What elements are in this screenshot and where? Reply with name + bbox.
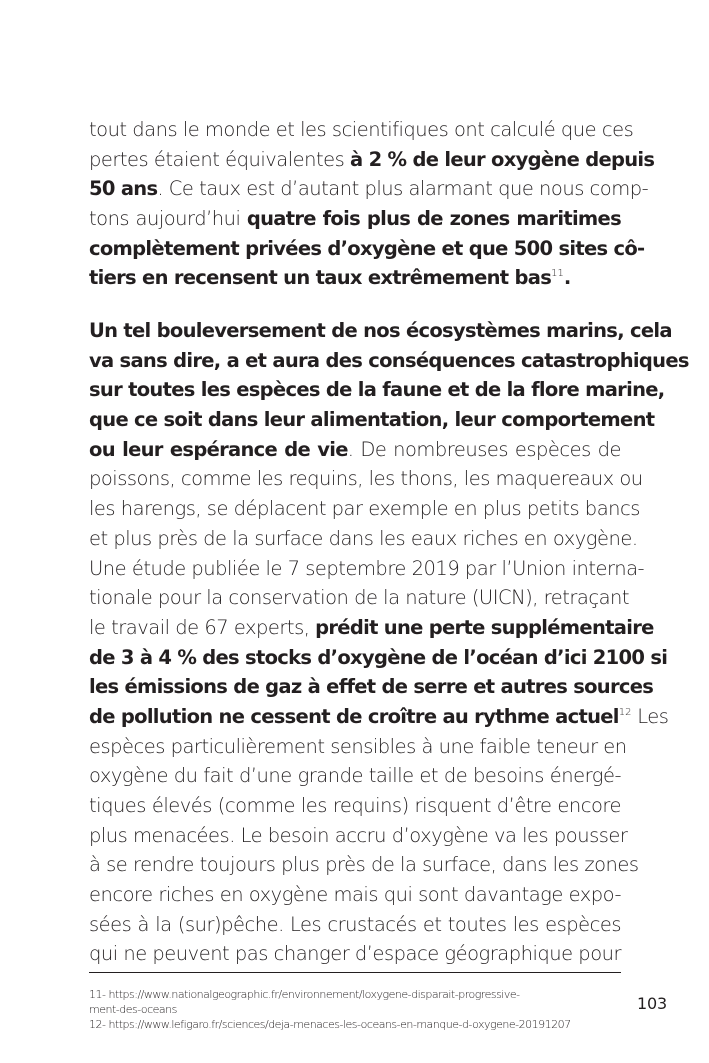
body-text: et plus près de la surface dans les eaux riches en oxygène.	[89, 526, 638, 550]
bold-text: Un tel bouleversement de nos écosystèmes marins, cela	[89, 319, 672, 342]
body-text: tiques élevés (comme les requins) risquent d’être encore	[89, 794, 621, 817]
text-line	[89, 850, 639, 880]
paragraph-2	[89, 316, 689, 969]
text-line	[89, 672, 654, 702]
text-line	[89, 791, 621, 821]
body-text: Les	[631, 704, 669, 728]
text-line	[89, 263, 621, 293]
text-line	[89, 613, 654, 643]
bold-text: prédit une perte supplémentaire	[315, 615, 654, 639]
text-line	[89, 234, 645, 264]
body-text: . De nombreuses espèces de	[347, 437, 621, 461]
footnotes	[89, 987, 629, 1032]
footnote-reference[interactable]: 12	[618, 706, 632, 718]
footnote-11-line-2[interactable]: ment-des-oceans	[89, 1003, 177, 1016]
footnote-12[interactable]: 12- https://www.lefigaro.fr/sciences/deja-menaces-les-oceans-en-manque-d-oxygene-20191207	[89, 1018, 571, 1031]
bold-text: .	[563, 266, 571, 290]
bold-text: de pollution ne cessent de croître au rythme actuel	[89, 704, 619, 728]
bold-text: de 3 à 4 % des stocks d’oxygène de l’océan d’ici 2100 si	[89, 645, 668, 669]
body-text: plus menacées. Le besoin accru d’oxygène va les pousser	[89, 823, 628, 847]
footnote-11-line-1[interactable]: 11- https://www.nationalgeographic.fr/environnement/loxygene-disparait-progressive-	[89, 988, 520, 1001]
text-line	[89, 910, 621, 940]
text-line	[89, 174, 649, 204]
text-line	[89, 145, 655, 175]
text-line	[89, 204, 621, 234]
body-text: tout dans le monde et les scientifiques ont calculé que ces	[89, 118, 634, 141]
body-text: encore riches en oxygène mais qui sont davantage expo-	[89, 883, 621, 907]
body-text: à se rendre toujours plus près de la surface, dans les zones	[89, 853, 639, 877]
text-line	[89, 464, 643, 494]
text-line	[89, 494, 640, 524]
body-text: poissons, comme les requins, les thons, les maquereaux ou	[89, 467, 643, 491]
text-line	[89, 732, 627, 762]
text-line	[89, 702, 669, 732]
text-line	[89, 115, 634, 145]
text-line	[89, 375, 665, 405]
text-line	[89, 435, 621, 465]
footnote-divider	[89, 972, 621, 973]
bold-text: sur toutes les espèces de la faune et de la flore marine,	[89, 378, 665, 402]
paragraph-1	[89, 115, 655, 293]
text-line	[89, 524, 638, 554]
text-line	[89, 821, 628, 851]
bold-text: à 2 % de leur oxygène depuis	[350, 147, 655, 171]
text-line	[89, 583, 630, 613]
body-text: sées à la (sur)pêche. Les crustacés et toutes les espèces	[89, 912, 621, 936]
page-number: 103	[637, 994, 667, 1013]
bold-text: complètement privées d’oxygène et que 500 sites cô-	[89, 236, 645, 260]
text-line	[89, 346, 689, 376]
body-text: tons aujourd’hui	[89, 207, 247, 231]
bold-text: quatre fois plus de zones maritimes	[246, 207, 621, 231]
body-text: les harengs, se déplacent par exemple en plus petits bancs	[89, 497, 640, 521]
body-text: espèces particulièrement sensibles à une faible teneur en	[89, 734, 627, 758]
text-line	[89, 316, 672, 346]
text-line	[89, 405, 655, 435]
text-line	[89, 643, 668, 673]
text-line	[89, 880, 621, 910]
text-line	[89, 939, 621, 969]
bold-text: ou leur espérance de vie	[89, 437, 348, 461]
bold-text: que ce soit dans leur alimentation, leur comportement	[89, 408, 655, 432]
bold-text: va sans dire, a et aura des conséquences catastrophiques	[89, 348, 689, 372]
bold-text: les émissions de gaz à effet de serre et autres sources	[89, 675, 654, 699]
footnote-reference[interactable]: 11	[551, 268, 564, 280]
bold-text: 50 ans	[89, 177, 158, 201]
body-text: . Ce taux est d’autant plus alarmant que nous comp-	[157, 177, 649, 201]
body-text: qui ne peuvent pas changer d’espace géographique pour	[89, 942, 621, 966]
body-text: oxygène du fait d’une grande taille et de besoins énergé-	[89, 764, 621, 788]
body-text: le travail de 67 experts,	[89, 615, 316, 639]
bold-text: tiers en recensent un taux extrêmement bas	[89, 266, 552, 290]
text-line	[89, 761, 621, 791]
text-line	[89, 554, 645, 584]
body-text: pertes étaient équivalentes	[89, 147, 351, 171]
body-text: Une étude publiée le 7 septembre 2019 par l’Union interna-	[89, 556, 645, 580]
body-text: tionale pour la conservation de la nature (UICN), retraçant	[89, 586, 630, 610]
